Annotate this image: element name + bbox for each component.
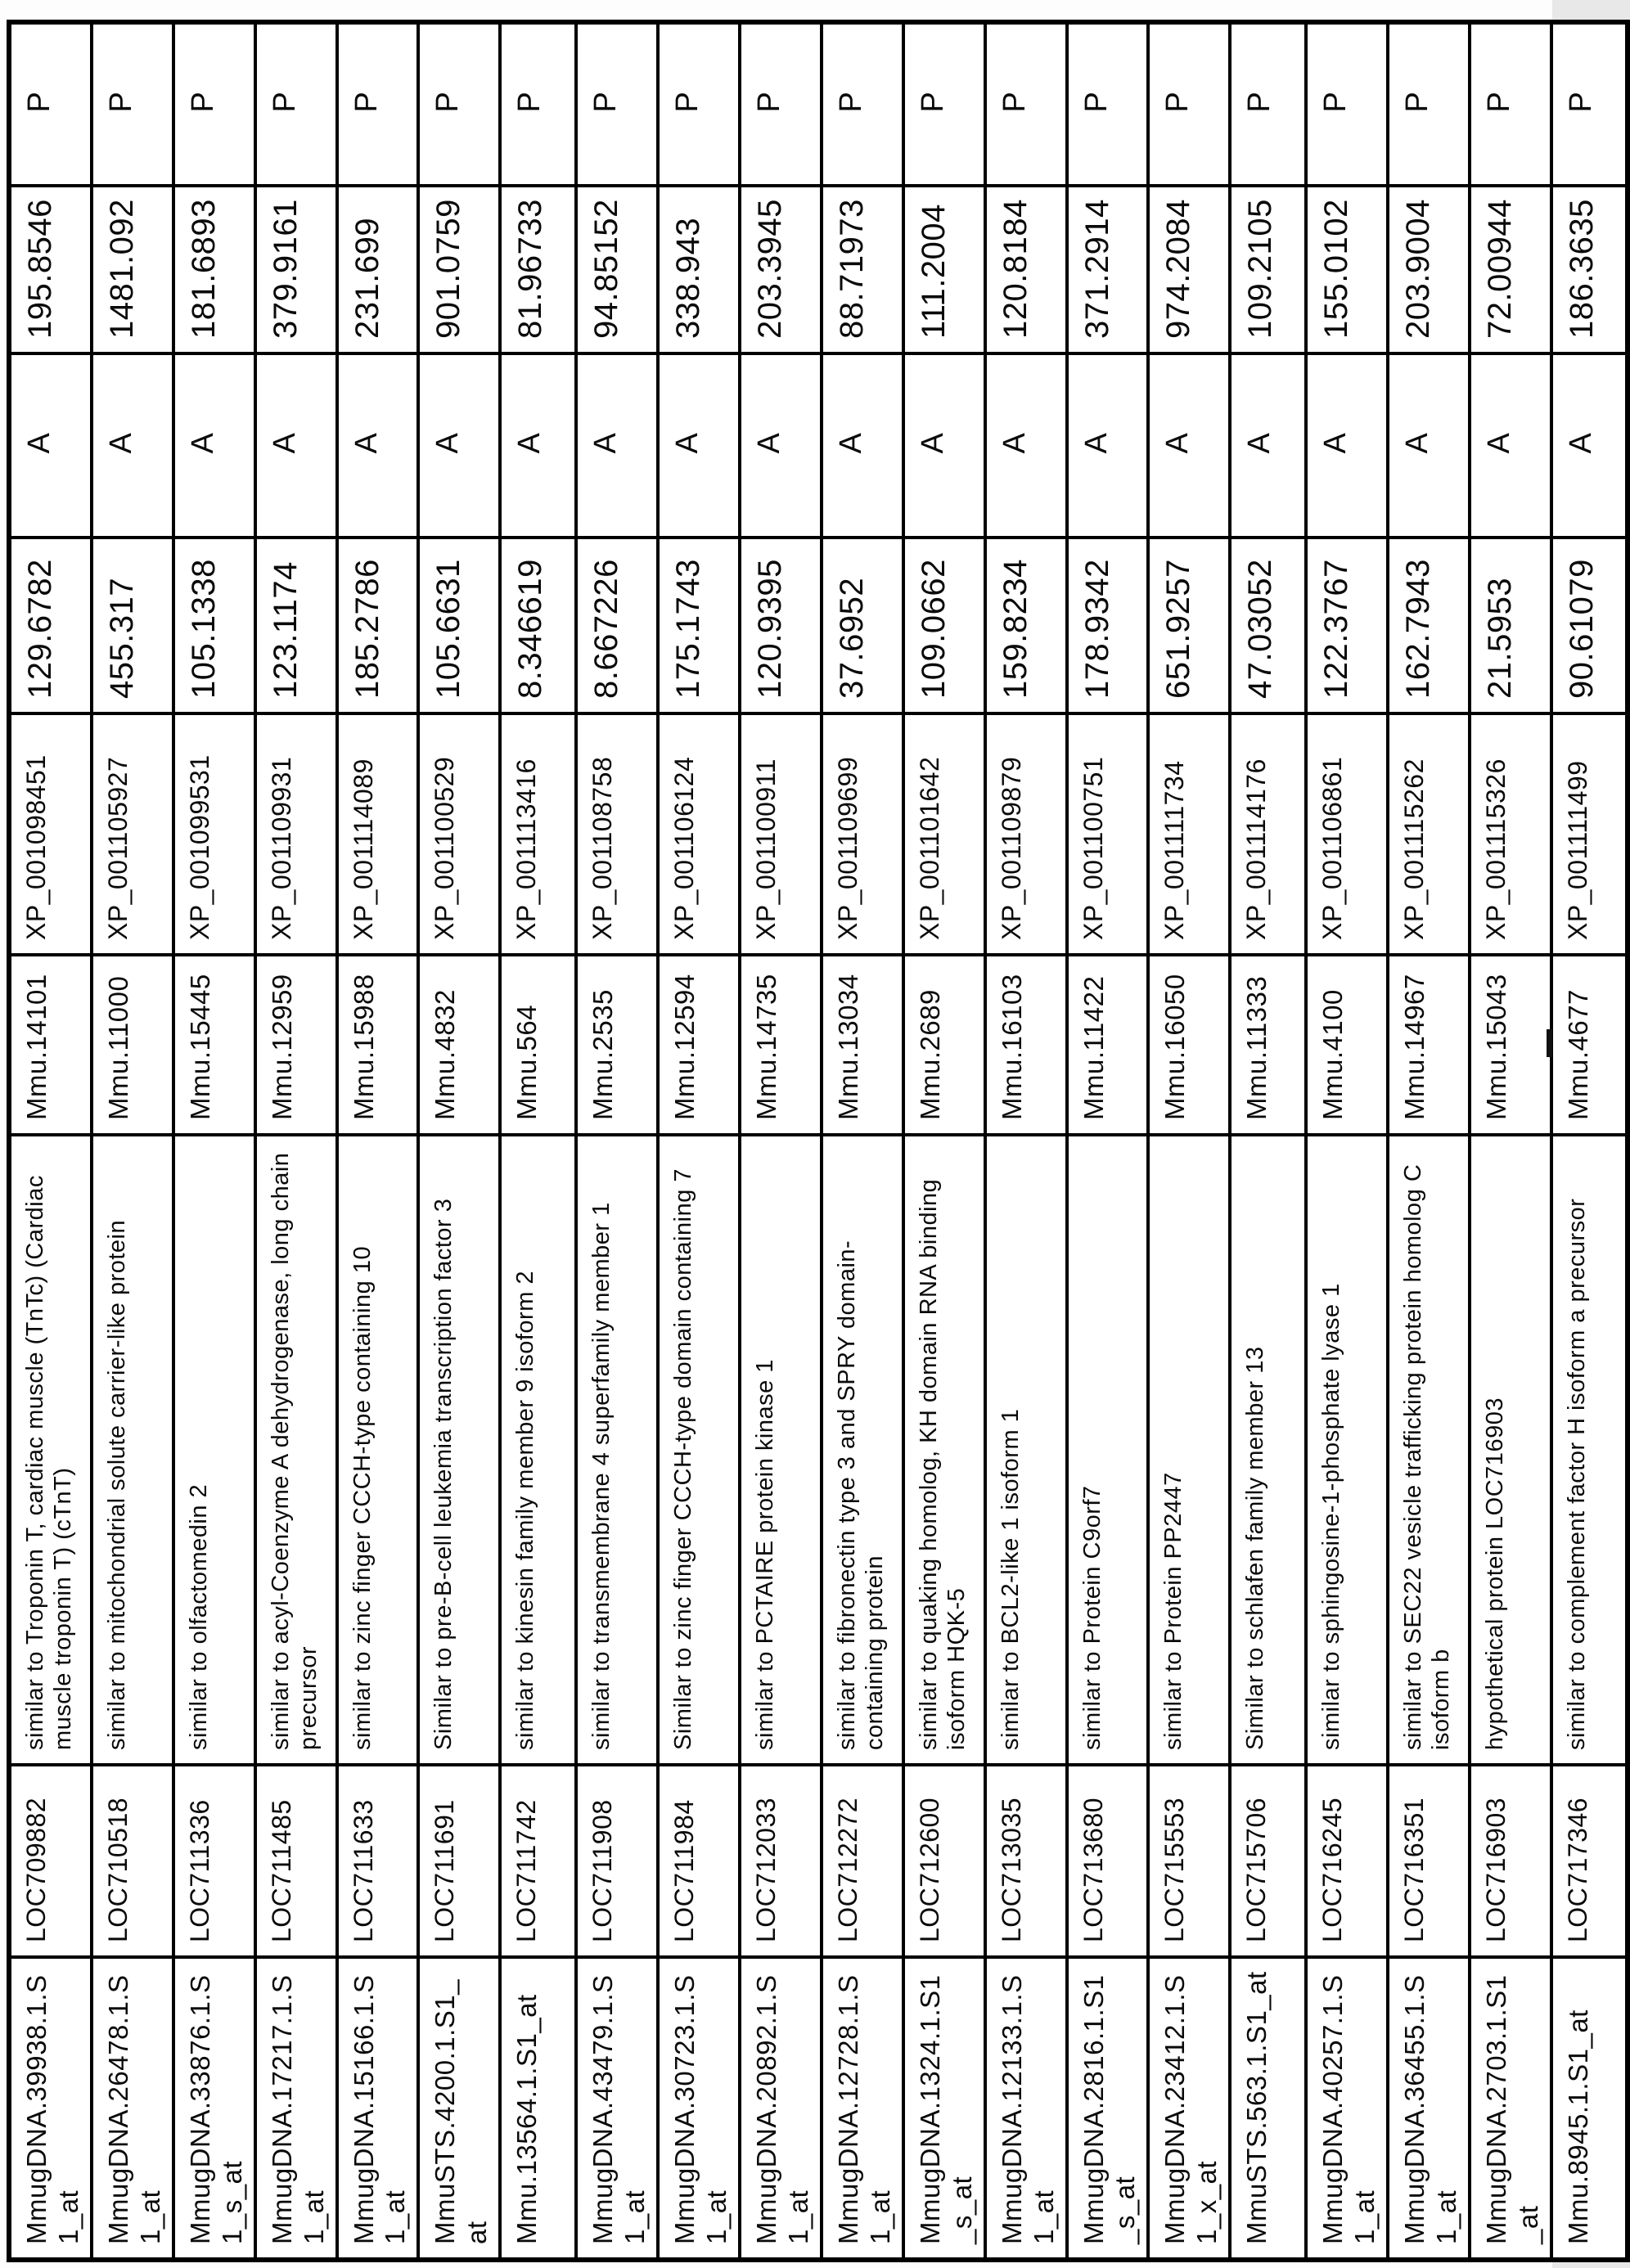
cell-locus-id: LOC711633: [337, 1765, 419, 1957]
cell-unigene-cluster-id: Mmu.15988: [337, 955, 419, 1135]
cell-protein-accession: XP_001099531: [173, 713, 255, 955]
table-row: [418, 22, 500, 2260]
cell-signal-2: 203.3945: [740, 186, 822, 353]
cell-detection-call-1: A: [173, 353, 255, 538]
cell-locus-id: LOC711336: [173, 1765, 255, 1957]
table-row: [658, 22, 740, 2260]
cell-signal-1: 129.6782: [9, 538, 92, 713]
cell-probe-set-id: MmugDNA.15166.1.S1_at: [337, 1957, 419, 2260]
table-row: [903, 22, 985, 2260]
cell-signal-1: 122.3767: [1306, 538, 1388, 713]
cell-detection-call-1: A: [985, 353, 1067, 538]
cell-unigene-cluster-id: Mmu.12959: [255, 955, 337, 1135]
cell-description: similar to mitochondrial solute carrier-like protein: [92, 1135, 173, 1765]
cell-unigene-cluster-id: Mmu.14101: [9, 955, 92, 1135]
cell-locus-id: LOC715706: [1230, 1765, 1306, 1957]
cell-detection-call-1: A: [576, 353, 658, 538]
table-row: [1230, 22, 1306, 2260]
cell-detection-call-2: P: [337, 22, 419, 186]
cell-description: similar to transmembrane 4 superfamily member 1: [576, 1135, 658, 1765]
cell-description: similar to acyl-Coenzyme A dehydrogenase, long chain precursor: [255, 1135, 337, 1765]
cell-locus-id: LOC711908: [576, 1765, 658, 1957]
cell-signal-2: 379.9161: [255, 186, 337, 353]
cell-signal-1: 8.667226: [576, 538, 658, 713]
table-row: [740, 22, 822, 2260]
cell-unigene-cluster-id: Mmu.15043: [1470, 955, 1551, 1135]
cell-description: similar to fibronectin type 3 and SPRY domain-containing protein: [822, 1135, 903, 1765]
cell-probe-set-id: Mmu.13564.1.S1_at: [500, 1957, 576, 2260]
cell-signal-2: 72.00944: [1470, 186, 1551, 353]
cell-signal-1: 47.03052: [1230, 538, 1306, 713]
table-row: [500, 22, 576, 2260]
cell-detection-call-1: A: [418, 353, 500, 538]
cell-detection-call-2: P: [1230, 22, 1306, 186]
cell-protein-accession: XP_001111734: [1148, 713, 1230, 955]
cell-signal-1: 109.0662: [903, 538, 985, 713]
cell-unigene-cluster-id: Mmu.11000: [92, 955, 173, 1135]
cell-signal-2: 203.9004: [1388, 186, 1470, 353]
cell-signal-1: 120.9395: [740, 538, 822, 713]
cell-protein-accession: XP_001115262: [1388, 713, 1470, 955]
cell-detection-call-1: A: [1388, 353, 1470, 538]
cell-protein-accession: XP_001113416: [500, 713, 576, 955]
cell-unigene-cluster-id: Mmu.4100: [1306, 955, 1388, 1135]
cell-probe-set-id: MmuSTS.563.1.S1_at: [1230, 1957, 1306, 2260]
cell-protein-accession: XP_001106124: [658, 713, 740, 955]
cell-locus-id: LOC715553: [1148, 1765, 1230, 1957]
cell-probe-set-id: MmugDNA.39938.1.S1_at: [9, 1957, 92, 2260]
cell-description: similar to quaking homolog, KH domain RNA binding isoform HQK-5: [903, 1135, 985, 1765]
cell-probe-set-id: MmugDNA.20892.1.S1_at: [740, 1957, 822, 2260]
cell-unigene-cluster-id: Mmu.14967: [1388, 955, 1470, 1135]
cell-protein-accession: XP_001100751: [1067, 713, 1149, 955]
cell-unigene-cluster-id: Mmu.11333: [1230, 955, 1306, 1135]
cell-signal-1: 162.7943: [1388, 538, 1470, 713]
cell-description: similar to PCTAIRE protein kinase 1: [740, 1135, 822, 1765]
cell-signal-2: 901.0759: [418, 186, 500, 353]
cell-signal-1: 105.1338: [173, 538, 255, 713]
cell-description: similar to olfactomedin 2: [173, 1135, 255, 1765]
cell-description: similar to complement factor H isoform a precursor: [1551, 1135, 1628, 1765]
rotated-table-block: [7, 25, 1600, 2262]
cell-detection-call-1: A: [903, 353, 985, 538]
cell-locus-id: LOC716245: [1306, 1765, 1388, 1957]
table-row: [337, 22, 419, 2260]
table-row: [9, 22, 92, 2260]
cell-unigene-cluster-id: Mmu.15445: [173, 955, 255, 1135]
cell-signal-2: 186.3635: [1551, 186, 1628, 353]
cell-signal-1: 185.2786: [337, 538, 419, 713]
cell-detection-call-2: P: [418, 22, 500, 186]
cell-description: similar to Protein C9orf7: [1067, 1135, 1149, 1765]
cell-protein-accession: XP_001108758: [576, 713, 658, 955]
cell-detection-call-2: P: [822, 22, 903, 186]
cell-detection-call-2: P: [658, 22, 740, 186]
cell-locus-id: LOC711984: [658, 1765, 740, 1957]
cell-probe-set-id: Mmu.8945.1.S1_at: [1551, 1957, 1628, 2260]
cell-locus-id: LOC713680: [1067, 1765, 1149, 1957]
cell-signal-2: 120.8184: [985, 186, 1067, 353]
cell-locus-id: LOC711485: [255, 1765, 337, 1957]
cell-detection-call-2: P: [1306, 22, 1388, 186]
table-row: [576, 22, 658, 2260]
cell-detection-call-1: A: [9, 353, 92, 538]
cell-detection-call-1: A: [1306, 353, 1388, 538]
cell-detection-call-2: P: [255, 22, 337, 186]
cell-signal-1: 175.1743: [658, 538, 740, 713]
cell-detection-call-1: A: [1470, 353, 1551, 538]
table-row: [1067, 22, 1149, 2260]
cell-description: similar to BCL2-like 1 isoform 1: [985, 1135, 1067, 1765]
cell-probe-set-id: MmugDNA.2703.1.S1_at: [1470, 1957, 1551, 2260]
cell-probe-set-id: MmugDNA.40257.1.S1_at: [1306, 1957, 1388, 2260]
cell-detection-call-1: A: [92, 353, 173, 538]
cell-signal-1: 159.8234: [985, 538, 1067, 713]
cell-signal-1: 21.5953: [1470, 538, 1551, 713]
cell-signal-2: 1481.092: [92, 186, 173, 353]
cell-detection-call-2: P: [985, 22, 1067, 186]
cell-description: Similar to pre-B-cell leukemia transcription factor 3: [418, 1135, 500, 1765]
cell-detection-call-2: P: [1148, 22, 1230, 186]
cell-unigene-cluster-id: Mmu.14735: [740, 955, 822, 1135]
cell-description: similar to Troponin T, cardiac muscle (TnTc) (Cardiac muscle troponin T) (cTnT): [9, 1135, 92, 1765]
cell-protein-accession: XP_001115326: [1470, 713, 1551, 955]
cell-signal-2: 155.0102: [1306, 186, 1388, 353]
cell-unigene-cluster-id: Mmu.564: [500, 955, 576, 1135]
cell-detection-call-1: A: [740, 353, 822, 538]
cell-signal-1: 651.9257: [1148, 538, 1230, 713]
cell-unigene-cluster-id: Mmu.16050: [1148, 955, 1230, 1135]
cell-protein-accession: XP_001100911: [740, 713, 822, 955]
cell-protein-accession: XP_001109879: [985, 713, 1067, 955]
cell-probe-set-id: MmuSTS.4200.1.S1_at: [418, 1957, 500, 2260]
cell-locus-id: LOC712272: [822, 1765, 903, 1957]
cell-detection-call-1: A: [658, 353, 740, 538]
cell-signal-1: 105.6631: [418, 538, 500, 713]
cell-probe-set-id: MmugDNA.26478.1.S1_at: [92, 1957, 173, 2260]
page-edge-mark: [1547, 1029, 1552, 1057]
cell-detection-call-2: P: [1551, 22, 1628, 186]
cell-unigene-cluster-id: Mmu.2689: [903, 955, 985, 1135]
cell-signal-1: 178.9342: [1067, 538, 1149, 713]
cell-detection-call-2: P: [173, 22, 255, 186]
cell-signal-2: 81.96733: [500, 186, 576, 353]
cell-probe-set-id: MmugDNA.23412.1.S1_x_at: [1148, 1957, 1230, 2260]
cell-locus-id: LOC713035: [985, 1765, 1067, 1957]
table-row: [1470, 22, 1551, 2260]
cell-locus-id: LOC717346: [1551, 1765, 1628, 1957]
table-row: [173, 22, 255, 2260]
cell-detection-call-1: A: [1230, 353, 1306, 538]
cell-probe-set-id: MmugDNA.43479.1.S1_at: [576, 1957, 658, 2260]
cell-detection-call-1: A: [500, 353, 576, 538]
cell-unigene-cluster-id: Mmu.4832: [418, 955, 500, 1135]
cell-locus-id: LOC711691: [418, 1765, 500, 1957]
cell-locus-id: LOC712600: [903, 1765, 985, 1957]
cell-detection-call-2: P: [1470, 22, 1551, 186]
cell-description: Similar to zinc finger CCCH-type domain containing 7: [658, 1135, 740, 1765]
cell-detection-call-2: P: [903, 22, 985, 186]
cell-locus-id: LOC711742: [500, 1765, 576, 1957]
cell-description: similar to SEC22 vesicle trafficking protein homolog C isoform b: [1388, 1135, 1470, 1765]
cell-probe-set-id: MmugDNA.30723.1.S1_at: [658, 1957, 740, 2260]
cell-signal-2: 231.699: [337, 186, 419, 353]
cell-protein-accession: XP_001111499: [1551, 713, 1628, 955]
cell-detection-call-2: P: [576, 22, 658, 186]
cell-unigene-cluster-id: Mmu.16103: [985, 955, 1067, 1135]
cell-protein-accession: XP_001114176: [1230, 713, 1306, 955]
table-row: [1388, 22, 1470, 2260]
cell-signal-2: 338.943: [658, 186, 740, 353]
cell-probe-set-id: MmugDNA.1324.1.S1_s_at: [903, 1957, 985, 2260]
cell-signal-2: 111.2004: [903, 186, 985, 353]
cell-description: hypothetical protein LOC716903: [1470, 1135, 1551, 1765]
cell-description: Similar to schlafen family member 13: [1230, 1135, 1306, 1765]
cell-protein-accession: XP_001106861: [1306, 713, 1388, 955]
table-row: [1551, 22, 1628, 2260]
cell-description: similar to zinc finger CCCH-type containing 10: [337, 1135, 419, 1765]
cell-unigene-cluster-id: Mmu.11422: [1067, 955, 1149, 1135]
cell-detection-call-1: A: [255, 353, 337, 538]
cell-detection-call-2: P: [500, 22, 576, 186]
cell-unigene-cluster-id: Mmu.2535: [576, 955, 658, 1135]
cell-protein-accession: XP_001101642: [903, 713, 985, 955]
cell-description: similar to sphingosine-1-phosphate lyase 1: [1306, 1135, 1388, 1765]
cell-protein-accession: XP_001109931: [255, 713, 337, 955]
cell-detection-call-1: A: [1067, 353, 1149, 538]
cell-signal-2: 88.71973: [822, 186, 903, 353]
cell-protein-accession: XP_001109699: [822, 713, 903, 955]
cell-description: similar to kinesin family member 9 isoform 2: [500, 1135, 576, 1765]
cell-signal-1: 90.61079: [1551, 538, 1628, 713]
cell-signal-2: 181.6893: [173, 186, 255, 353]
table-row: [255, 22, 337, 2260]
cell-probe-set-id: MmugDNA.12133.1.S1_at: [985, 1957, 1067, 2260]
table-row: [92, 22, 173, 2260]
cell-protein-accession: XP_001105927: [92, 713, 173, 955]
gene-expression-table: [7, 20, 1630, 2262]
cell-unigene-cluster-id: Mmu.4677: [1551, 955, 1628, 1135]
cell-detection-call-2: P: [740, 22, 822, 186]
cell-protein-accession: XP_001100529: [418, 713, 500, 955]
cell-signal-2: 109.2105: [1230, 186, 1306, 353]
cell-locus-id: LOC709882: [9, 1765, 92, 1957]
cell-signal-1: 455.317: [92, 538, 173, 713]
table-row: [822, 22, 903, 2260]
cell-signal-2: 195.8546: [9, 186, 92, 353]
cell-detection-call-2: P: [1067, 22, 1149, 186]
cell-detection-call-1: A: [1551, 353, 1628, 538]
cell-signal-2: 974.2084: [1148, 186, 1230, 353]
cell-signal-1: 123.1174: [255, 538, 337, 713]
cell-probe-set-id: MmugDNA.17217.1.S1_at: [255, 1957, 337, 2260]
cell-detection-call-1: A: [822, 353, 903, 538]
cell-detection-call-1: A: [337, 353, 419, 538]
cell-locus-id: LOC716903: [1470, 1765, 1551, 1957]
cell-probe-set-id: MmugDNA.36455.1.S1_at: [1388, 1957, 1470, 2260]
table-row: [1148, 22, 1230, 2260]
cell-detection-call-1: A: [1148, 353, 1230, 538]
cell-signal-1: 37.6952: [822, 538, 903, 713]
cell-probe-set-id: MmugDNA.33876.1.S1_s_at: [173, 1957, 255, 2260]
cell-unigene-cluster-id: Mmu.13034: [822, 955, 903, 1135]
cell-locus-id: LOC716351: [1388, 1765, 1470, 1957]
cell-probe-set-id: MmugDNA.12728.1.S1_at: [822, 1957, 903, 2260]
cell-protein-accession: XP_001114089: [337, 713, 419, 955]
cell-protein-accession: XP_001098451: [9, 713, 92, 955]
cell-signal-2: 371.2914: [1067, 186, 1149, 353]
cell-signal-2: 94.85152: [576, 186, 658, 353]
cell-locus-id: LOC712033: [740, 1765, 822, 1957]
cell-detection-call-2: P: [92, 22, 173, 186]
table-row: [1306, 22, 1388, 2260]
cell-signal-1: 8.346619: [500, 538, 576, 713]
cell-detection-call-2: P: [9, 22, 92, 186]
cell-locus-id: LOC710518: [92, 1765, 173, 1957]
cell-probe-set-id: MmugDNA.2816.1.S1_s_at: [1067, 1957, 1149, 2260]
table-row: [985, 22, 1067, 2260]
cell-unigene-cluster-id: Mmu.12594: [658, 955, 740, 1135]
cell-detection-call-2: P: [1388, 22, 1470, 186]
cell-description: similar to Protein PP2447: [1148, 1135, 1230, 1765]
